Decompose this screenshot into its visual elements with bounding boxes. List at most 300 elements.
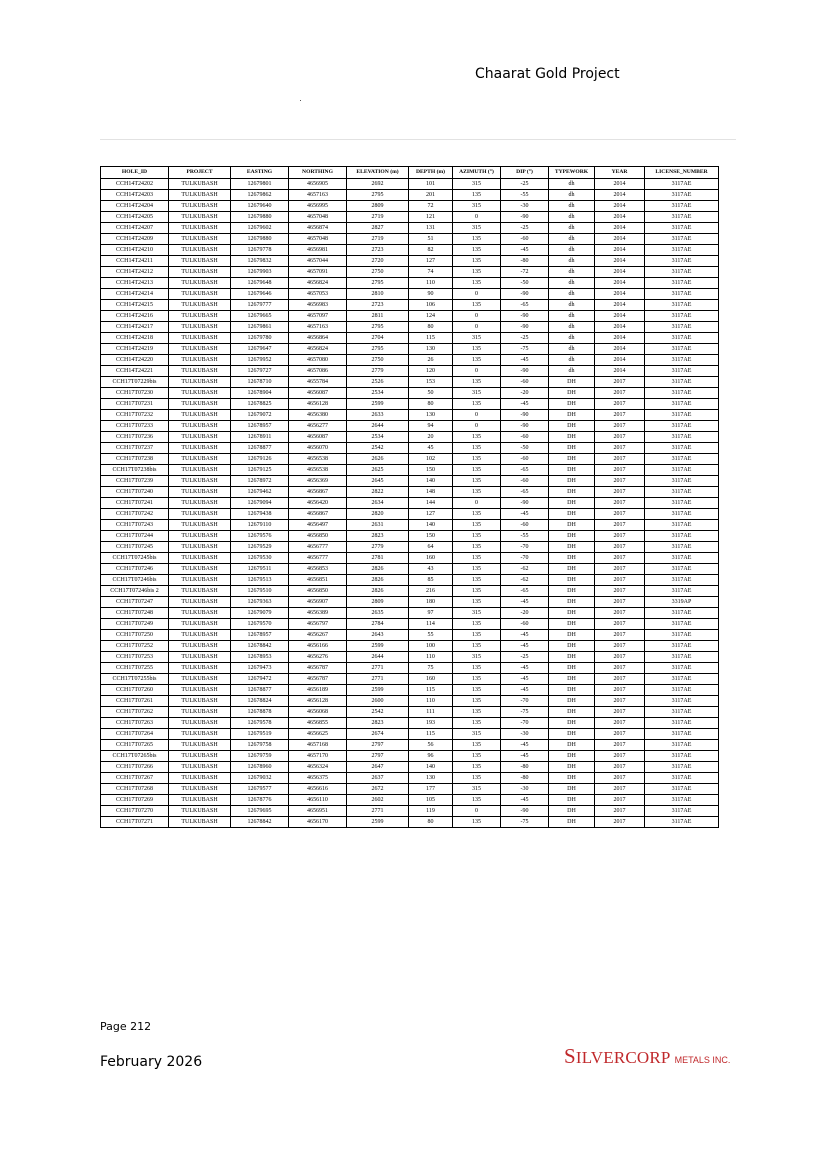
table-cell: TULKUBASH (169, 509, 231, 520)
table-cell: 4656276 (289, 652, 347, 663)
table-cell: 4656380 (289, 410, 347, 421)
table-cell: 127 (409, 509, 453, 520)
table-row (101, 740, 719, 751)
table-cell: 2779 (347, 542, 409, 553)
table-cell: 2014 (595, 322, 645, 333)
table-cell: 12679647 (231, 344, 289, 355)
table-cell: DH (549, 817, 595, 828)
table-cell: 12678824 (231, 696, 289, 707)
table-cell: DH (549, 509, 595, 520)
document-title: Chaarat Gold Project (475, 66, 620, 82)
table-cell: 3117AE (645, 630, 719, 641)
table-cell: 12678957 (231, 421, 289, 432)
table-cell: 2826 (347, 564, 409, 575)
table-cell: CCH17T07267 (101, 773, 169, 784)
table-cell: -80 (501, 773, 549, 784)
table-cell: 97 (409, 608, 453, 619)
table-cell: 135 (453, 586, 501, 597)
table-cell: 3117AE (645, 718, 719, 729)
table-cell: CCH14T24214 (101, 289, 169, 300)
table-cell: 2017 (595, 377, 645, 388)
table-cell: DH (549, 751, 595, 762)
table-cell: 2795 (347, 278, 409, 289)
table-cell: 115 (409, 685, 453, 696)
table-cell: DH (549, 432, 595, 443)
table-row (101, 388, 719, 399)
column-header: DIP (°) (501, 167, 549, 179)
table-cell: TULKUBASH (169, 432, 231, 443)
table-cell: 2826 (347, 575, 409, 586)
table-cell: CCH14T24204 (101, 201, 169, 212)
table-cell: -45 (501, 641, 549, 652)
table-row (101, 806, 719, 817)
table-cell: 43 (409, 564, 453, 575)
table-cell: DH (549, 487, 595, 498)
table-row (101, 322, 719, 333)
table-cell: 315 (453, 608, 501, 619)
table-cell: TULKUBASH (169, 729, 231, 740)
table-cell: 3117AE (645, 762, 719, 773)
table-cell: 4656128 (289, 696, 347, 707)
table-cell: 2704 (347, 333, 409, 344)
table-cell: dh (549, 245, 595, 256)
table-cell: 2017 (595, 740, 645, 751)
table-cell: 101 (409, 179, 453, 190)
table-cell: 2723 (347, 300, 409, 311)
table-cell: 3117AE (645, 223, 719, 234)
table-cell: TULKUBASH (169, 619, 231, 630)
table-cell: 3117AE (645, 234, 719, 245)
table-cell: 12678960 (231, 762, 289, 773)
table-row (101, 454, 719, 465)
table-cell: 12678911 (231, 432, 289, 443)
table-cell: 74 (409, 267, 453, 278)
table-cell: CCH14T24210 (101, 245, 169, 256)
table-cell: CCH17T07245 (101, 542, 169, 553)
table-cell: 2599 (347, 641, 409, 652)
table-cell: 315 (453, 201, 501, 212)
table-row (101, 663, 719, 674)
table-cell: 12678710 (231, 377, 289, 388)
table-row (101, 333, 719, 344)
table-row (101, 278, 719, 289)
table-cell: 2014 (595, 234, 645, 245)
table-cell: TULKUBASH (169, 553, 231, 564)
table-cell: 2809 (347, 597, 409, 608)
table-cell: CCH14T24212 (101, 267, 169, 278)
table-cell: CCH14T24213 (101, 278, 169, 289)
table-cell: -30 (501, 784, 549, 795)
table-cell: 2014 (595, 223, 645, 234)
table-cell: 135 (453, 355, 501, 366)
column-header: LICENSE_NUMBER (645, 167, 719, 179)
table-cell: DH (549, 718, 595, 729)
table-cell: 2645 (347, 476, 409, 487)
table-cell: 3117AE (645, 377, 719, 388)
table-cell: TULKUBASH (169, 806, 231, 817)
table-cell: 3117AE (645, 817, 719, 828)
table-cell: 2771 (347, 674, 409, 685)
table-cell: 2017 (595, 509, 645, 520)
table-cell: CCH17T07242 (101, 509, 169, 520)
table-cell: 148 (409, 487, 453, 498)
table-cell: -90 (501, 212, 549, 223)
table-cell: -60 (501, 520, 549, 531)
table-cell: 2797 (347, 751, 409, 762)
table-cell: 135 (453, 520, 501, 531)
table-cell: 12679032 (231, 773, 289, 784)
table-cell: 150 (409, 531, 453, 542)
table-cell: -45 (501, 399, 549, 410)
table-cell: 12679880 (231, 212, 289, 223)
table-cell: DH (549, 498, 595, 509)
table-row (101, 443, 719, 454)
table-cell: -90 (501, 806, 549, 817)
table-cell: 4656538 (289, 454, 347, 465)
table-cell: -80 (501, 256, 549, 267)
table-cell: CCH14T24216 (101, 311, 169, 322)
stray-dot (300, 100, 301, 101)
table-cell: 135 (453, 597, 501, 608)
table-cell: 2771 (347, 806, 409, 817)
table-cell: DH (549, 630, 595, 641)
table-cell: 2017 (595, 795, 645, 806)
table-cell: CCH17T07271 (101, 817, 169, 828)
table-cell: 2017 (595, 443, 645, 454)
table-cell: 3117AE (645, 795, 719, 806)
table-cell: 135 (453, 630, 501, 641)
table-cell: 2017 (595, 542, 645, 553)
table-cell: CCH17T07238 (101, 454, 169, 465)
table-cell: 3117AE (645, 784, 719, 795)
table-cell: 2637 (347, 773, 409, 784)
table-cell: dh (549, 201, 595, 212)
table-cell: 12679665 (231, 311, 289, 322)
table-row (101, 762, 719, 773)
table-cell: 12679577 (231, 784, 289, 795)
column-header: ELEVATION (m) (347, 167, 409, 179)
table-cell: 55 (409, 630, 453, 641)
table-row (101, 773, 719, 784)
table-cell: DH (549, 465, 595, 476)
table-cell: DH (549, 586, 595, 597)
table-cell: -70 (501, 553, 549, 564)
table-cell: 2625 (347, 465, 409, 476)
table-row (101, 300, 719, 311)
table-cell: 135 (453, 619, 501, 630)
table-cell: dh (549, 289, 595, 300)
table-cell: 130 (409, 410, 453, 421)
table-cell: 12679126 (231, 454, 289, 465)
table-cell: CCH17T07265 (101, 740, 169, 751)
table-cell: 2017 (595, 630, 645, 641)
table-cell: 2017 (595, 432, 645, 443)
table-cell: TULKUBASH (169, 212, 231, 223)
table-cell: 3117AE (645, 201, 719, 212)
table-cell: 4656905 (289, 179, 347, 190)
table-cell: 3117AE (645, 773, 719, 784)
table-cell: TULKUBASH (169, 564, 231, 575)
table-cell: 2534 (347, 432, 409, 443)
table-cell: CCH17T07237 (101, 443, 169, 454)
table-cell: 2644 (347, 652, 409, 663)
table-cell: -65 (501, 465, 549, 476)
table-row (101, 597, 719, 608)
table-cell: -60 (501, 476, 549, 487)
table-cell: 2014 (595, 311, 645, 322)
table-row (101, 432, 719, 443)
table-row (101, 498, 719, 509)
table-cell: 4656087 (289, 388, 347, 399)
table-cell: DH (549, 762, 595, 773)
table-cell: 3117AE (645, 267, 719, 278)
table-cell: 4656981 (289, 245, 347, 256)
table-cell: 4657163 (289, 322, 347, 333)
logo-initial: S (564, 1044, 576, 1068)
table-cell: -50 (501, 278, 549, 289)
table-cell: 0 (453, 806, 501, 817)
table-cell: TULKUBASH (169, 190, 231, 201)
table-cell: 3117AE (645, 465, 719, 476)
table-cell: 2672 (347, 784, 409, 795)
table-cell: 12679094 (231, 498, 289, 509)
table-cell: 2017 (595, 608, 645, 619)
table-cell: 12679110 (231, 520, 289, 531)
table-cell: -60 (501, 619, 549, 630)
table-cell: 0 (453, 289, 501, 300)
table-cell: 135 (453, 377, 501, 388)
table-cell: 105 (409, 795, 453, 806)
table-row (101, 509, 719, 520)
table-cell: 2017 (595, 575, 645, 586)
table-cell: -72 (501, 267, 549, 278)
table-cell: 2017 (595, 784, 645, 795)
table-row (101, 542, 719, 553)
table-cell: 100 (409, 641, 453, 652)
table-cell: 2795 (347, 344, 409, 355)
table-cell: 135 (453, 575, 501, 586)
table-cell: 135 (453, 795, 501, 806)
table-cell: TULKUBASH (169, 388, 231, 399)
table-cell: CCH17T07241 (101, 498, 169, 509)
table-cell: CCH14T24211 (101, 256, 169, 267)
table-cell: dh (549, 267, 595, 278)
table-cell: 2017 (595, 465, 645, 476)
table-cell: 12679832 (231, 256, 289, 267)
table-cell: CCH14T24215 (101, 300, 169, 311)
table-cell: TULKUBASH (169, 696, 231, 707)
table-cell: -90 (501, 322, 549, 333)
table-row (101, 553, 719, 564)
table-cell: DH (549, 729, 595, 740)
table-cell: TULKUBASH (169, 674, 231, 685)
table-cell: 4656907 (289, 597, 347, 608)
table-cell: 3117AE (645, 289, 719, 300)
table-cell: 131 (409, 223, 453, 234)
table-cell: dh (549, 366, 595, 377)
table-cell: 135 (453, 300, 501, 311)
table-cell: CCH17T07229bis (101, 377, 169, 388)
table-row (101, 377, 719, 388)
drillhole-collar-table (100, 166, 719, 828)
table-cell: 3117AE (645, 487, 719, 498)
table-row (101, 575, 719, 586)
table-cell: -45 (501, 245, 549, 256)
table-cell: 127 (409, 256, 453, 267)
table-cell: TULKUBASH (169, 300, 231, 311)
table-row (101, 355, 719, 366)
table-cell: TULKUBASH (169, 740, 231, 751)
table-cell: 135 (453, 696, 501, 707)
table-cell: -30 (501, 201, 549, 212)
table-cell: 12678953 (231, 652, 289, 663)
table-cell: 3117AE (645, 608, 719, 619)
table-cell: TULKUBASH (169, 256, 231, 267)
table-cell: 2017 (595, 619, 645, 630)
table-cell: TULKUBASH (169, 322, 231, 333)
table-cell: dh (549, 278, 595, 289)
table-cell: 2014 (595, 190, 645, 201)
table-cell: 110 (409, 696, 453, 707)
table-cell: 2014 (595, 245, 645, 256)
table-cell: 3117AE (645, 333, 719, 344)
page-number: Page 212 (100, 1020, 152, 1033)
table-cell: -45 (501, 740, 549, 751)
table-cell: 12678957 (231, 630, 289, 641)
table-row (101, 344, 719, 355)
table-cell: -45 (501, 795, 549, 806)
table-cell: -65 (501, 586, 549, 597)
table-cell: TULKUBASH (169, 707, 231, 718)
table-cell: 12679510 (231, 586, 289, 597)
table-cell: -45 (501, 685, 549, 696)
table-cell: 4656267 (289, 630, 347, 641)
table-cell: 4656853 (289, 564, 347, 575)
table-cell: 12679602 (231, 223, 289, 234)
table-cell: 12679578 (231, 718, 289, 729)
table-cell: dh (549, 256, 595, 267)
table-cell: 135 (453, 762, 501, 773)
table-cell: 4656824 (289, 278, 347, 289)
table-cell: 4657163 (289, 190, 347, 201)
table-cell: TULKUBASH (169, 773, 231, 784)
table-cell: CCH14T24220 (101, 355, 169, 366)
table-cell: CCH14T24219 (101, 344, 169, 355)
table-cell: 3117AE (645, 388, 719, 399)
table-cell: 315 (453, 729, 501, 740)
table-cell: 12679778 (231, 245, 289, 256)
table-cell: 12679648 (231, 278, 289, 289)
column-header: NORTHING (289, 167, 347, 179)
table-cell: 135 (453, 267, 501, 278)
table-cell: TULKUBASH (169, 718, 231, 729)
table-cell: -75 (501, 707, 549, 718)
table-cell: 135 (453, 718, 501, 729)
table-cell: CCH14T24217 (101, 322, 169, 333)
table-cell: -45 (501, 597, 549, 608)
table-cell: CCH17T07252 (101, 641, 169, 652)
table-cell: CCH17T07244 (101, 531, 169, 542)
table-cell: DH (549, 454, 595, 465)
table-cell: 4656867 (289, 487, 347, 498)
table-cell: TULKUBASH (169, 586, 231, 597)
table-cell: -90 (501, 498, 549, 509)
table-cell: 94 (409, 421, 453, 432)
table-cell: 12678842 (231, 641, 289, 652)
table-row (101, 190, 719, 201)
table-cell: -50 (501, 443, 549, 454)
table-cell: -90 (501, 421, 549, 432)
table-cell: DH (549, 542, 595, 553)
table-cell: 3117AE (645, 179, 719, 190)
table-cell: 12679079 (231, 608, 289, 619)
table-cell: 3117AE (645, 553, 719, 564)
table-row (101, 267, 719, 278)
table-cell: -55 (501, 190, 549, 201)
table-cell: CCH17T07261 (101, 696, 169, 707)
table-cell: DH (549, 806, 595, 817)
table-cell: 2643 (347, 630, 409, 641)
table-cell: 2014 (595, 179, 645, 190)
table-cell: 12679903 (231, 267, 289, 278)
table-row (101, 201, 719, 212)
table-cell: TULKUBASH (169, 454, 231, 465)
table-cell: 2014 (595, 344, 645, 355)
table-cell: -45 (501, 751, 549, 762)
table-cell: 12679646 (231, 289, 289, 300)
table-cell: CCH17T07248 (101, 608, 169, 619)
table-cell: 4656389 (289, 608, 347, 619)
table-cell: 2771 (347, 663, 409, 674)
table-cell: -70 (501, 718, 549, 729)
table-cell: 12679519 (231, 729, 289, 740)
table-cell: TULKUBASH (169, 531, 231, 542)
table-cell: 4657053 (289, 289, 347, 300)
logo-wordmark (564, 1044, 671, 1069)
table-cell: 2822 (347, 487, 409, 498)
table-cell: 135 (453, 740, 501, 751)
table-cell: 20 (409, 432, 453, 443)
column-header: DEPTH (m) (409, 167, 453, 179)
table-cell: 0 (453, 410, 501, 421)
table-cell: -65 (501, 487, 549, 498)
table-row (101, 421, 719, 432)
table-cell: 216 (409, 586, 453, 597)
table-row (101, 751, 719, 762)
table-cell: -62 (501, 575, 549, 586)
table-cell: dh (549, 212, 595, 223)
table-cell: CCH17T07263 (101, 718, 169, 729)
table-cell: 120 (409, 366, 453, 377)
table-cell: 12679363 (231, 597, 289, 608)
column-header: PROJECT (169, 167, 231, 179)
table-cell: 2017 (595, 564, 645, 575)
table-cell: 3117AE (645, 729, 719, 740)
table-cell: 3117AE (645, 696, 719, 707)
table-cell: -45 (501, 355, 549, 366)
table-row (101, 685, 719, 696)
table-cell: 2017 (595, 388, 645, 399)
table-cell: 4657091 (289, 267, 347, 278)
table-cell: 2692 (347, 179, 409, 190)
table-cell: 4656851 (289, 575, 347, 586)
table-cell: 56 (409, 740, 453, 751)
table-cell: 115 (409, 333, 453, 344)
table-cell: 2542 (347, 707, 409, 718)
table-cell: DH (549, 674, 595, 685)
table-cell: 0 (453, 366, 501, 377)
table-cell: CCH14T24209 (101, 234, 169, 245)
